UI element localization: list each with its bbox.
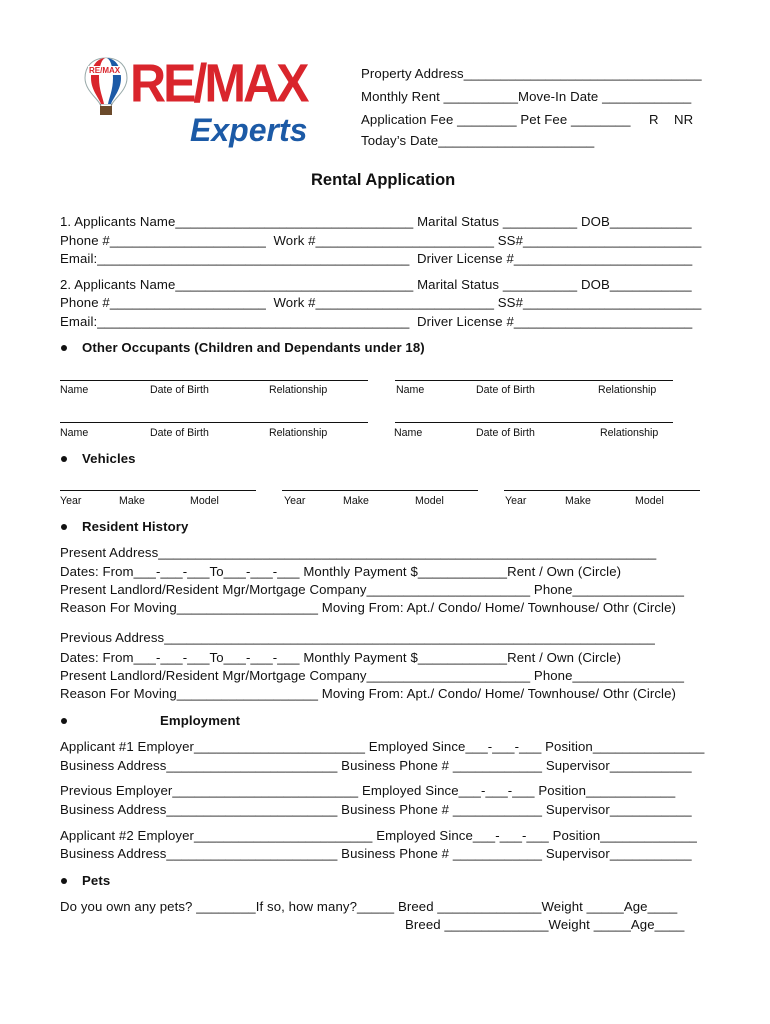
vehicle-model-label: Model [415, 495, 444, 507]
vehicles-heading: Vehicles [82, 451, 136, 466]
applicant2-email-line[interactable]: Email:__________________________________________ Driver License #________________________ [60, 314, 693, 329]
fees-field[interactable]: Application Fee ________ Pet Fee ________ [361, 112, 631, 127]
bullet-icon [61, 456, 67, 462]
occupant-relationship-label: Relationship [269, 427, 328, 439]
occupant-name-label: Name [396, 384, 425, 396]
nr-option[interactable]: NR [674, 112, 694, 127]
occupant-name-label: Name [60, 384, 89, 396]
previous-address-field[interactable]: Previous Address__________________________________________________________________ [60, 630, 655, 645]
previous-business-field[interactable]: Business Address_______________________ Business Phone # ____________ Supervisor___________ [60, 802, 692, 817]
applicant2-business-field[interactable]: Business Address_______________________ Business Phone # ____________ Supervisor___________ [60, 846, 692, 861]
bullet-icon [61, 345, 67, 351]
present-dates-field[interactable]: Dates: From___-___-___To___-___-___ Monthly Payment $____________Rent / Own (Circle) [60, 564, 622, 579]
previous-reason-field[interactable]: Reason For Moving___________________ Moving From: Apt./ Condo/ Home/ Townhouse/ Othr (Circle) [60, 686, 677, 701]
vehicle-model-label: Model [635, 495, 664, 507]
occupant-relationship-label: Relationship [600, 427, 659, 439]
occupant-name-label: Name [60, 427, 89, 439]
occupant-relationship-label: Relationship [269, 384, 328, 396]
occupant-line[interactable] [395, 380, 673, 381]
occupant-line[interactable] [60, 422, 368, 423]
applicant1-email-line[interactable]: Email:__________________________________________ Driver License #________________________ [60, 251, 693, 266]
bullet-icon [61, 524, 67, 530]
bullet-icon [61, 878, 67, 884]
property-address-field[interactable]: Property Address________________________________ [361, 66, 702, 81]
vehicle-year-label: Year [60, 495, 82, 507]
vehicle-make-label: Make [565, 495, 591, 507]
applicant2-name-line[interactable]: 2. Applicants Name________________________________ Marital Status __________ DOB___________ [60, 277, 692, 292]
applicant1-phone-line[interactable]: Phone #_____________________ Work #________________________ SS#________________________ [60, 233, 702, 248]
occupant-name-label: Name [394, 427, 423, 439]
rent-movein-field[interactable]: Monthly Rent __________Move-In Date ____________ [361, 89, 692, 104]
vehicle-year-label: Year [284, 495, 306, 507]
applicant1-business-field[interactable]: Business Address_______________________ Business Phone # ____________ Supervisor___________ [60, 758, 692, 773]
pets-line-2[interactable]: Breed ______________Weight _____Age____ [405, 917, 685, 932]
employment-heading: Employment [160, 713, 241, 728]
applicant1-name-line[interactable]: 1. Applicants Name________________________________ Marital Status __________ DOB___________ [60, 214, 692, 229]
occupant-dob-label: Date of Birth [150, 427, 209, 439]
present-reason-field[interactable]: Reason For Moving___________________ Moving From: Apt./ Condo/ Home/ Townhouse/ Othr (Circle) [60, 600, 677, 615]
page-title: Rental Application [311, 171, 456, 189]
logo-subtitle: Experts [190, 112, 308, 148]
occupant-line[interactable] [395, 422, 673, 423]
occupants-heading: Other Occupants (Children and Dependants under 18) [82, 340, 425, 355]
resident-history-heading: Resident History [82, 519, 189, 534]
vehicle-line[interactable] [504, 490, 700, 491]
vehicle-make-label: Make [343, 495, 369, 507]
r-option[interactable]: R [649, 112, 659, 127]
balloon-label: RE/MAX [89, 66, 121, 75]
vehicle-line[interactable] [282, 490, 478, 491]
vehicle-make-label: Make [119, 495, 145, 507]
applicant2-phone-line[interactable]: Phone #_____________________ Work #________________________ SS#________________________ [60, 295, 702, 310]
occupant-dob-label: Date of Birth [476, 384, 535, 396]
previous-dates-field[interactable]: Dates: From___-___-___To___-___-___ Monthly Payment $____________Rent / Own (Circle) [60, 650, 622, 665]
occupant-relationship-label: Relationship [598, 384, 657, 396]
applicant1-employer-field[interactable]: Applicant #1 Employer_______________________ Employed Since___-___-___ Position_______________ [60, 739, 705, 754]
occupant-line[interactable] [60, 380, 368, 381]
present-address-field[interactable]: Present Address___________________________________________________________________ [60, 545, 657, 560]
pets-heading: Pets [82, 873, 111, 888]
vehicle-line[interactable] [60, 490, 256, 491]
bullet-icon [61, 718, 67, 724]
todays-date-field[interactable]: Today’s Date_____________________ [361, 133, 595, 148]
applicant2-employer-field[interactable]: Applicant #2 Employer________________________ Employed Since___-___-___ Position_____________ [60, 828, 697, 843]
vehicle-model-label: Model [190, 495, 219, 507]
vehicle-year-label: Year [505, 495, 527, 507]
previous-landlord-field[interactable]: Present Landlord/Resident Mgr/Mortgage Company______________________ Phone_______________ [60, 668, 685, 683]
occupant-dob-label: Date of Birth [476, 427, 535, 439]
logo-brand: RE/MAX [130, 53, 307, 114]
occupant-dob-label: Date of Birth [150, 384, 209, 396]
previous-employer-field[interactable]: Previous Employer_________________________ Employed Since___-___-___ Position____________ [60, 783, 676, 798]
remax-logo [80, 52, 330, 152]
present-landlord-field[interactable]: Present Landlord/Resident Mgr/Mortgage Company______________________ Phone_______________ [60, 582, 685, 597]
pets-line-1[interactable]: Do you own any pets? ________If so, how many?_____ Breed ______________Weight _____Age____ [60, 899, 678, 914]
